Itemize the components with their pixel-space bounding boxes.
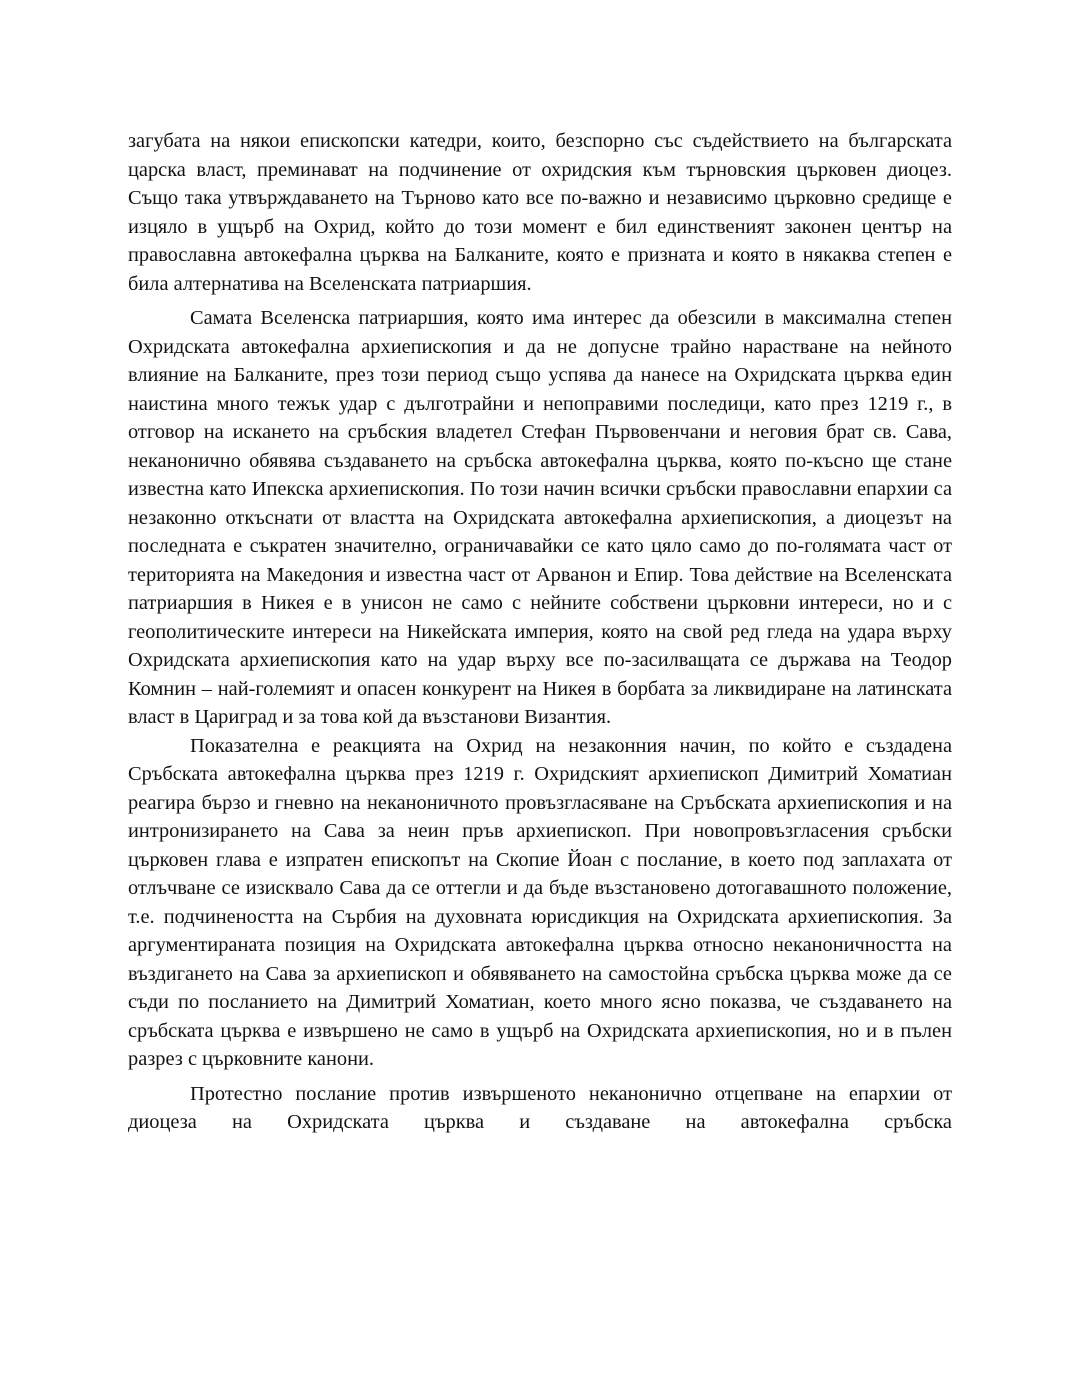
paragraph-4: Протестно послание против извършеното неканонично отцепване на епархии от диоцеза на Охридската църква и създаване на автокефална сръбска	[128, 1082, 952, 1133]
document-page	[128, 127, 952, 1137]
paragraph-3: Показателна е реакцията на Охрид на незаконния начин, по който е създадена Сръбската автокефална църква през 1219 г. Охридският архиепископ Димитрий Хоматиан реагира бързо и гневно на неканоничното провъзгласяване на Сръбската архиепископия и на интронизирането на Сава за неин пръв архиепископ. При новопровъзгласения сръбски църковен глава е изпратен епископът на Скопие Йоан с послание, в което под заплахата от отлъчване се изисквало Сава да се оттегли и да бъде възстановено дотогавашното положение, т.е. подчинеността на Сърбия на духовната юрисдикция на Охридската архиепископия. За аргументираната позиция на Охридската автокефална църква относно неканоничността на въздигането на Сава за архиепископ и обявяването на самостойна сръбска църква може да се съди по посланието на Димитрий Хоматиан, което много ясно показва, че създаването на сръбската църква е извършено не само в ущърб на Охридската архиепископия, но и в пълен разрез с църковните канони.	[128, 734, 952, 1070]
paragraph-2: Самата Вселенска патриаршия, която има интерес да обезсили в максимална степен Охридската автокефална архиепископия и да не допусне трайно нарастване на нейното влияние на Балканите, през този период също успява да нанесе на Охридската църква един наистина много тежък удар с дълготрайни и непоправими последици, като през 1219 г., в отговор на искането на сръбския владетел Стефан Първовенчани и неговия брат св. Сава, неканонично обявява създаването на сръбска автокефална църква, която по-късно ще стане известна като Ипекска архиепископия. По този начин всички сръбски православни епархии са незаконно откъснати от властта на Охридската автокефална архиепископия, а диоцезът на последната е съкратен значително, ограничавайки се като цяло само до по-голямата част от територията на Македония и известна част от Арванон и Епир. Това действие на Вселенската патриаршия в Никея е в унисон не само с нейните собствени църковни интереси, но и с геополитическите интереси на Никейската империя, която на свой ред гледа на удара върху Охридската архиепископия като на удар върху все по-засилващата се държава на Теодор Комнин – най-големият и опасен конкурент на Никея в борбата за ликвидиране на латинската власт в Цариград и за това кой да възстанови Византия.	[128, 307, 952, 728]
paragraph-1: загубата на някои епископски катедри, които, безспорно със съдействието на българската царска власт, преминават на подчинение от охридския към търновския църковен диоцез. Също така утвърждаването на Търново като все по-важно и независимо църковно средище е изцяло в ущърб на Охрид, който до този момент е бил единственият законен център на православна автокефална църква на Балканите, която е призната и която в някаква степен е била алтернатива на Вселенската патриаршия.	[128, 130, 952, 295]
